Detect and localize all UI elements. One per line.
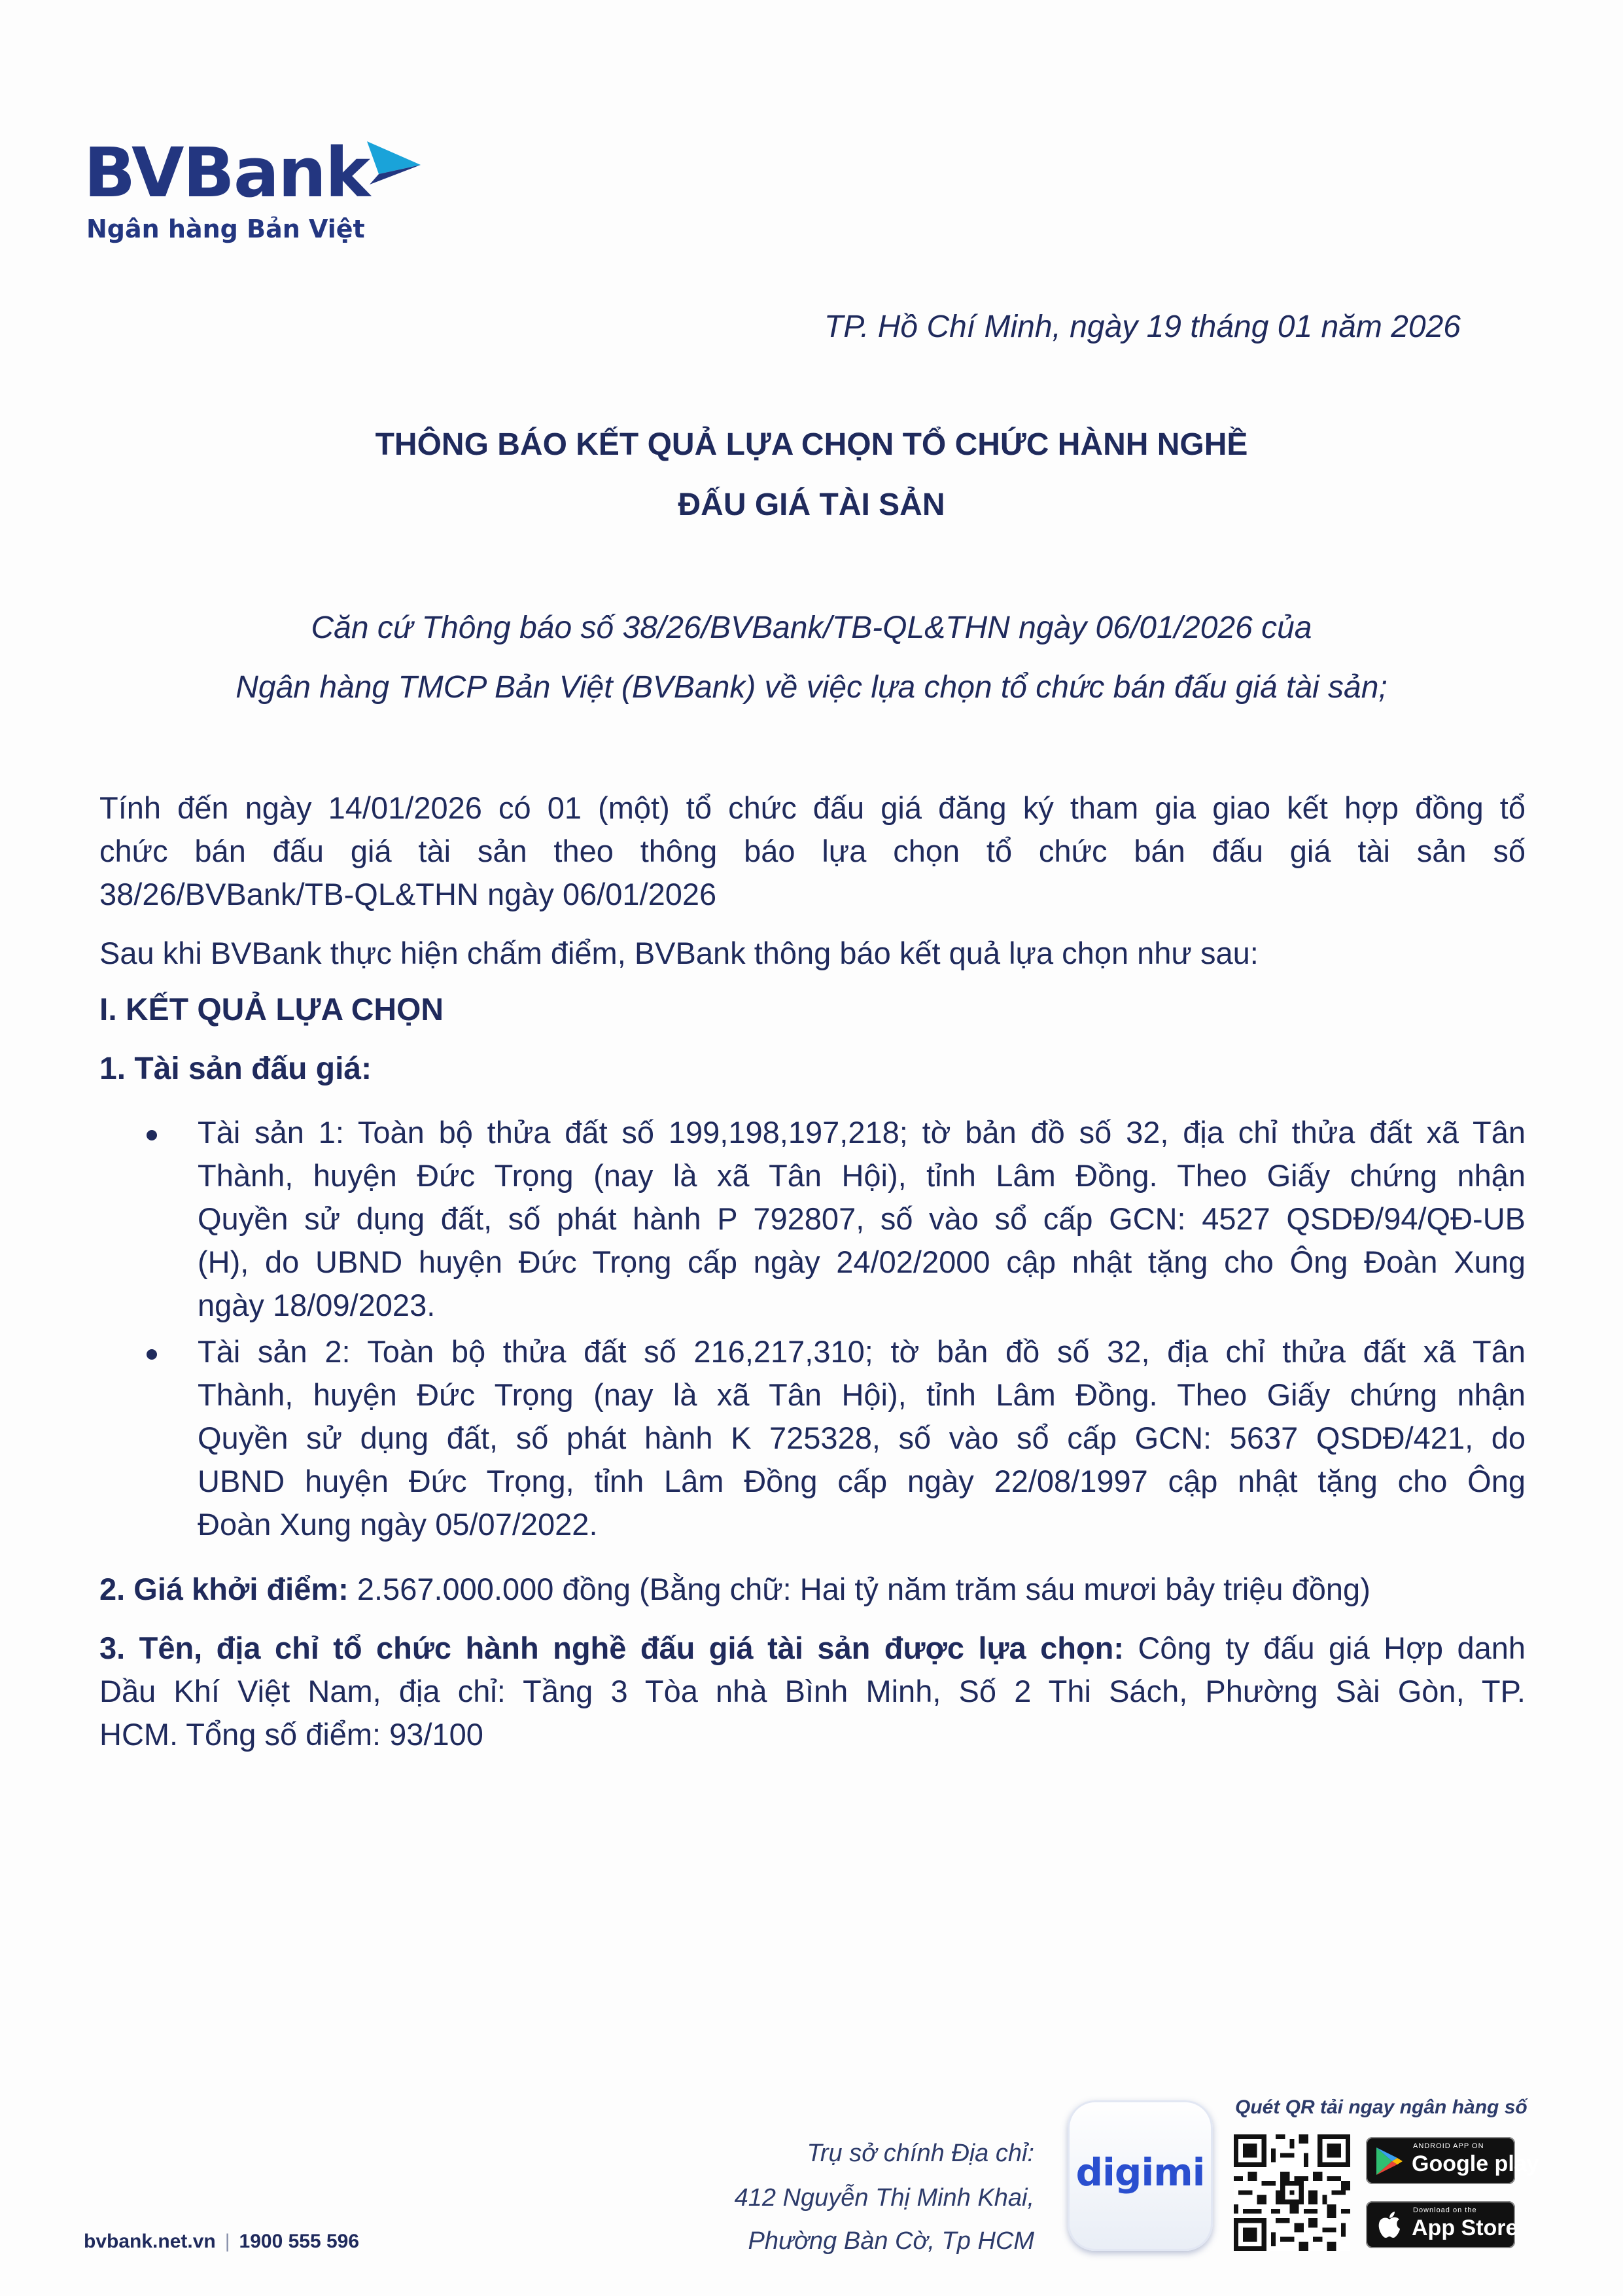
selected-org-label: 3. Tên, địa chỉ tổ chức hành nghề đấu giá tài sản được lựa chọn:: [99, 1631, 1125, 1665]
asset-2-line: Tài sản 2: Toàn bộ thửa đất số 216,217,310; tờ bản đồ số 32, địa chỉ thửa đất xã Tân: [198, 1334, 1526, 1369]
selected-org-line-2: Dầu Khí Việt Nam, địa chỉ: Tầng 3 Tòa nhà Bình Minh, Số 2 Thi Sách, Phường Sài Gòn, TP.: [99, 1674, 1526, 1708]
intro-line-1: Tính đến ngày 14/01/2026 có 01 (một) tổ chức đấu giá đăng ký tham gia giao kết hợp đồng tổ: [99, 790, 1526, 825]
logo-tagline: Ngân hàng Bản Việt: [86, 215, 365, 243]
google-play-button[interactable]: [1366, 2137, 1539, 2184]
starting-price: [99, 1568, 1526, 1611]
basis-line-1: Căn cứ Thông báo số 38/26/BVBank/TB-QL&THN ngày 06/01/2026 của: [311, 610, 1312, 645]
digimi-app-name: digimi: [1075, 2150, 1205, 2195]
hotline[interactable]: 1900 555 596: [239, 2231, 360, 2252]
selected-org-name-part: Công ty đấu giá Hợp danh: [1138, 1631, 1526, 1665]
intro-line-3: 38/26/BVBank/TB-QL&THN ngày 06/01/2026: [99, 877, 717, 911]
asset-2-line: UBND huyện Đức Trọng, tỉnh Lâm Đồng cấp ngày 22/08/1997 cập nhật tặng cho Ông: [198, 1464, 1526, 1498]
after-scoring-text: Sau khi BVBank thực hiện chấm điểm, BVBank thông báo kết quả lựa chọn như sau:: [99, 936, 1259, 970]
selected-org-line-3: HCM. Tổng số điểm: 93/100: [99, 1717, 483, 1752]
basis-line-2: Ngân hàng TMCP Bản Việt (BVBank) về việc lựa chọn tổ chức bán đấu giá tài sản;: [236, 670, 1387, 705]
bullet-icon: [147, 1130, 157, 1140]
asset-1-line: (H), do UBND huyện Đức Trọng cấp ngày 24/02/2000 cập nhật tặng cho Ông Đoàn Xung: [198, 1245, 1526, 1279]
asset-1-text: [198, 1111, 1526, 1327]
place-date: TP. Hồ Chí Minh, ngày 19 tháng 01 năm 2026: [824, 309, 1461, 344]
asset-2-line: Quyền sử dụng đất, số phát hành K 725328, số vào sổ cấp GCN: 5637 QSDĐ/421, do: [198, 1421, 1526, 1455]
section-heading: I. KẾT QUẢ LỰA CHỌN: [99, 993, 444, 1027]
starting-price-label: 2. Giá khởi điểm:: [99, 1572, 349, 1606]
title-line-2: ĐẤU GIÁ TÀI SẢN: [678, 487, 945, 522]
app-store-label: App Store: [1412, 2216, 1518, 2240]
hq-address-line-2: Phường Bàn Cờ, Tp HCM: [748, 2227, 1034, 2255]
app-store-small-text: Download on the: [1413, 2206, 1477, 2214]
intro-line-2: chức bán đấu giá tài sản theo thông báo lựa chọn tổ chức bán đấu giá tài sản số: [99, 834, 1526, 868]
asset-1-line: Quyền sử dụng đất, số phát hành P 792807, số vào sổ cấp GCN: 4527 QSDĐ/94/QĐ-UB: [198, 1201, 1526, 1236]
hq-address-line-1: 412 Nguyễn Thị Minh Khai,: [734, 2184, 1034, 2212]
digimi-app-icon[interactable]: [1068, 2100, 1213, 2251]
selected-org-line-1: [99, 1627, 1526, 1670]
logo-flag-icon: [362, 141, 421, 187]
title-line-1: THÔNG BÁO KẾT QUẢ LỰA CHỌN TỔ CHỨC HÀNH NGHỀ: [375, 427, 1248, 462]
bvbank-logo: [84, 133, 424, 250]
asset-1-line: Tài sản 1: Toàn bộ thửa đất số 199,198,197,218; tờ bản đồ số 32, địa chỉ thửa đất xã Tân: [198, 1115, 1526, 1150]
starting-price-value: 2.567.000.000 đồng (Bằng chữ: Hai tỷ năm trăm sáu mươi bảy triệu đồng): [357, 1572, 1370, 1606]
app-store-button[interactable]: [1366, 2201, 1518, 2248]
bullet-icon: [147, 1349, 157, 1360]
google-play-small-text: ANDROID APP ON: [1413, 2142, 1484, 2150]
assets-heading: 1. Tài sản đấu giá:: [99, 1051, 372, 1086]
website-link[interactable]: bvbank.net.vn: [84, 2231, 216, 2252]
qr-caption: Quét QR tải ngay ngân hàng số: [1235, 2096, 1527, 2118]
intro-paragraph: [99, 786, 1526, 916]
logo-wordmark: BVBank: [84, 133, 370, 213]
selected-org: [99, 1627, 1526, 1756]
apple-icon: [1375, 2210, 1404, 2240]
footer-contact: [84, 2231, 359, 2253]
asset-2-line: Đoàn Xung ngày 05/07/2022.: [198, 1507, 598, 1542]
asset-2-text: [198, 1330, 1526, 1546]
play-store-icon: [1375, 2146, 1404, 2176]
qr-code-icon[interactable]: [1234, 2134, 1350, 2251]
google-play-label: Google play: [1412, 2151, 1539, 2176]
hq-label: Trụ sở chính Địa chỉ:: [807, 2140, 1034, 2167]
asset-1-line: Thành, huyện Đức Trọng (nay là xã Tân Hội), tỉnh Lâm Đồng. Theo Giấy chứng nhận: [198, 1158, 1526, 1193]
asset-2-line: Thành, huyện Đức Trọng (nay là xã Tân Hội), tỉnh Lâm Đồng. Theo Giấy chứng nhận: [198, 1377, 1526, 1412]
footer-separator: |: [224, 2231, 230, 2252]
asset-1-line: ngày 18/09/2023.: [198, 1288, 436, 1322]
